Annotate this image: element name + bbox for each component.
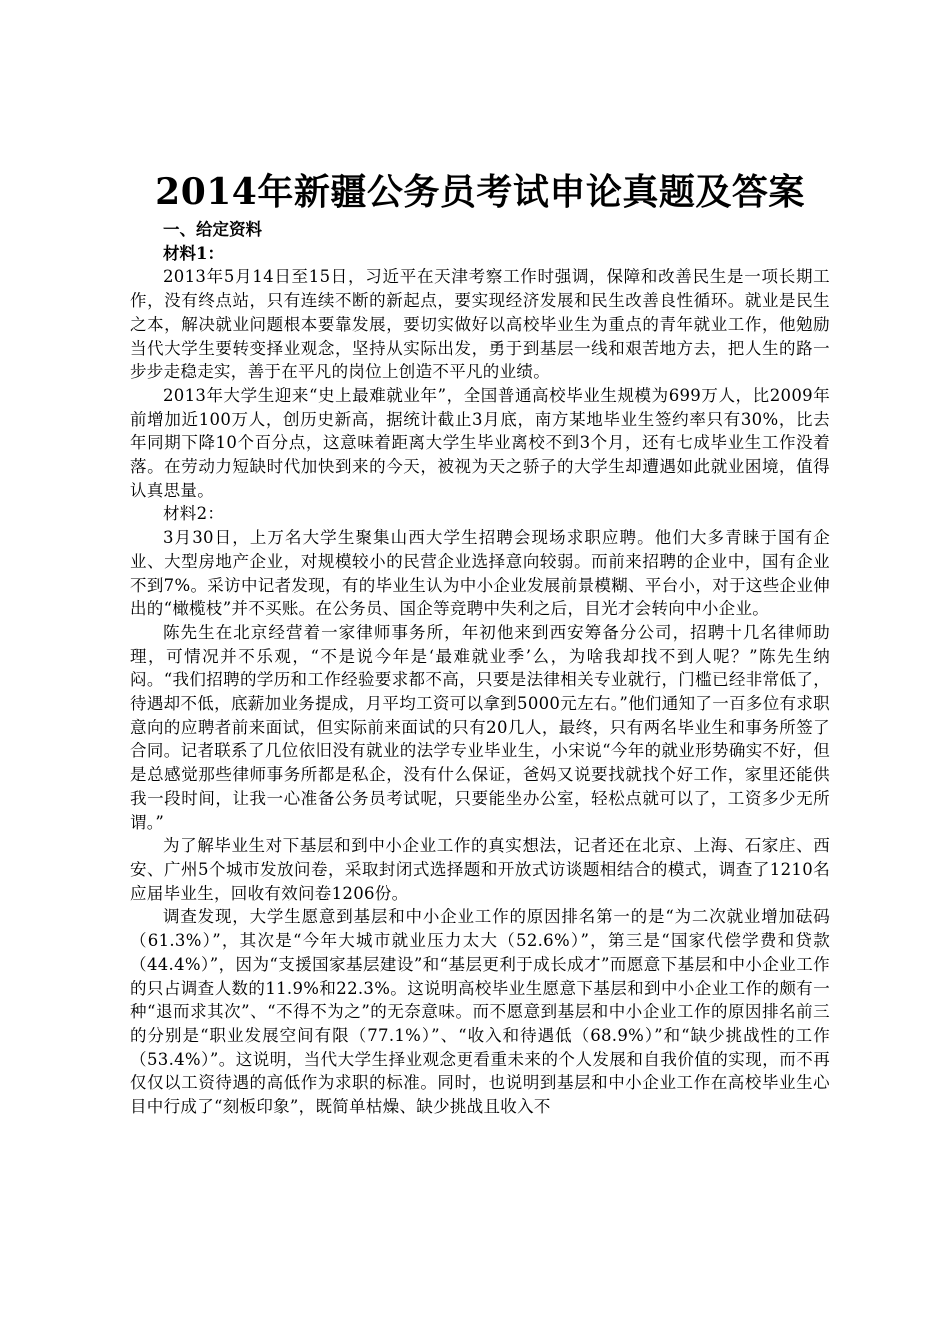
material-2-label: 材料2： — [163, 504, 225, 524]
section-heading-given-materials: 一、给定资料 — [163, 220, 262, 239]
document-title: 2014年新疆公务员考试申论真题及答案 — [155, 171, 805, 213]
material-1-label: 材料1： — [163, 243, 224, 263]
material-2-paragraph-1: 3月30日，上万名大学生聚集山西大学生招聘会现场求职应聘。他们大多青睐于国有企业、大型房地产企业，对规模较小的民营企业选择意向较弱。而前来招聘的企业中，国有企业不到7%。采访中记者发现，有的毕业生认为中小企业发展前景模糊、平台小，对于这些企业伸出的“橄榄枝”并不买账。在公务员、国企等竞聘中失利之后，目光才会转向中小企业。 — [130, 528, 830, 619]
material-2-paragraph-4: 调查发现，大学生愿意到基层和中小企业工作的原因排名第一的是“为二次就业增加砝码（61.3%）”，其次是“今年大城市就业压力太大（52.6%）”，第三是“国家代偿学费和贷款（44.4%）”，因为“支援国家基层建设”和“基层更利于成长成才”而愿意下基层和中小企业工作的只占调查人数的11.9%和22.3%。这说明高校毕业生愿意下基层和到中小企业工作的颇有一种“退而求其次”、“不得不为之”的无奈意味。而不愿意到基层和中小企业工作的原因排名前三的分别是“职业发展空间有限（77.1%）”、“收入和待遇低（68.9%）”和“缺少挑战性的工作（53.4%）”。这说明，当代大学生择业观念更看重未来的个人发展和自我价值的实现，而不再仅仅以工资待遇的高低作为求职的标准。同时，也说明到基层和中小企业工作在高校毕业生心目中行成了“刻板印象”，既简单枯燥、缺少挑战且收入不 — [130, 907, 830, 1117]
material-2-paragraph-2: 陈先生在北京经营着一家律师事务所，年初他来到西安筹备分公司，招聘十几名律师助理，可情况并不乐观，“不是说今年是‘最难就业季’么，为啥我却找不到人呢？”陈先生纳闷。“我们招聘的学历和工作经验要求都不高，只要是法律相关专业就行，门槛已经非常低了，待遇却不低，底薪加业务提成，月平均工资可以拿到5000元左右。”他们通知了一百多位有求职意向的应聘者前来面试，但实际前来面试的只有20几人，最终，只有两名毕业生和事务所签了合同。记者联系了几位依旧没有就业的法学专业毕业生，小宋说“今年的就业形势确实不好，但是总感觉那些律师事务所都是私企，没有什么保证，爸妈又说要找就找个好工作，家里还能供我一段时间，让我一心准备公务员考试呢，只要能坐办公室，轻松点就可以了，工资多少无所谓。” — [130, 622, 830, 832]
material-2-paragraph-3: 为了解毕业生对下基层和到中小企业工作的真实想法，记者还在北京、上海、石家庄、西安、广州5个城市发放问卷，采取封闭式选择题和开放式访谈题相结合的模式，调查了1210名应届毕业生，回收有效问卷1206份。 — [130, 836, 830, 903]
material-1-paragraph-2: 2013年大学生迎来“史上最难就业年”，全国普通高校毕业生规模为699万人，比2009年前增加近100万人，创历史新高，据统计截止3月底，南方某地毕业生签约率只有30%，比去年同期下降10个百分点，这意味着距离大学生毕业离校不到3个月，还有七成毕业生工作没着落。在劳动力短缺时代加快到来的今天，被视为天之骄子的大学生却遭遇如此就业困境，值得认真思量。 — [130, 385, 830, 500]
material-1-paragraph-1: 2013年5月14日至15日，习近平在天津考察工作时强调，保障和改善民生是一项长期工作，没有终点站，只有连续不断的新起点，要实现经济发展和民生改善良性循环。就业是民生之本，解决就业问题根本要靠发展，要切实做好以高校毕业生为重点的青年就业工作，他勉励当代大学生要转变择业观念，坚持从实际出发，勇于到基层一线和艰苦地方去，把人生的路一步步走稳走实，善于在平凡的岗位上创造不平凡的业绩。 — [130, 267, 830, 382]
document-page — [130, 168, 830, 1119]
